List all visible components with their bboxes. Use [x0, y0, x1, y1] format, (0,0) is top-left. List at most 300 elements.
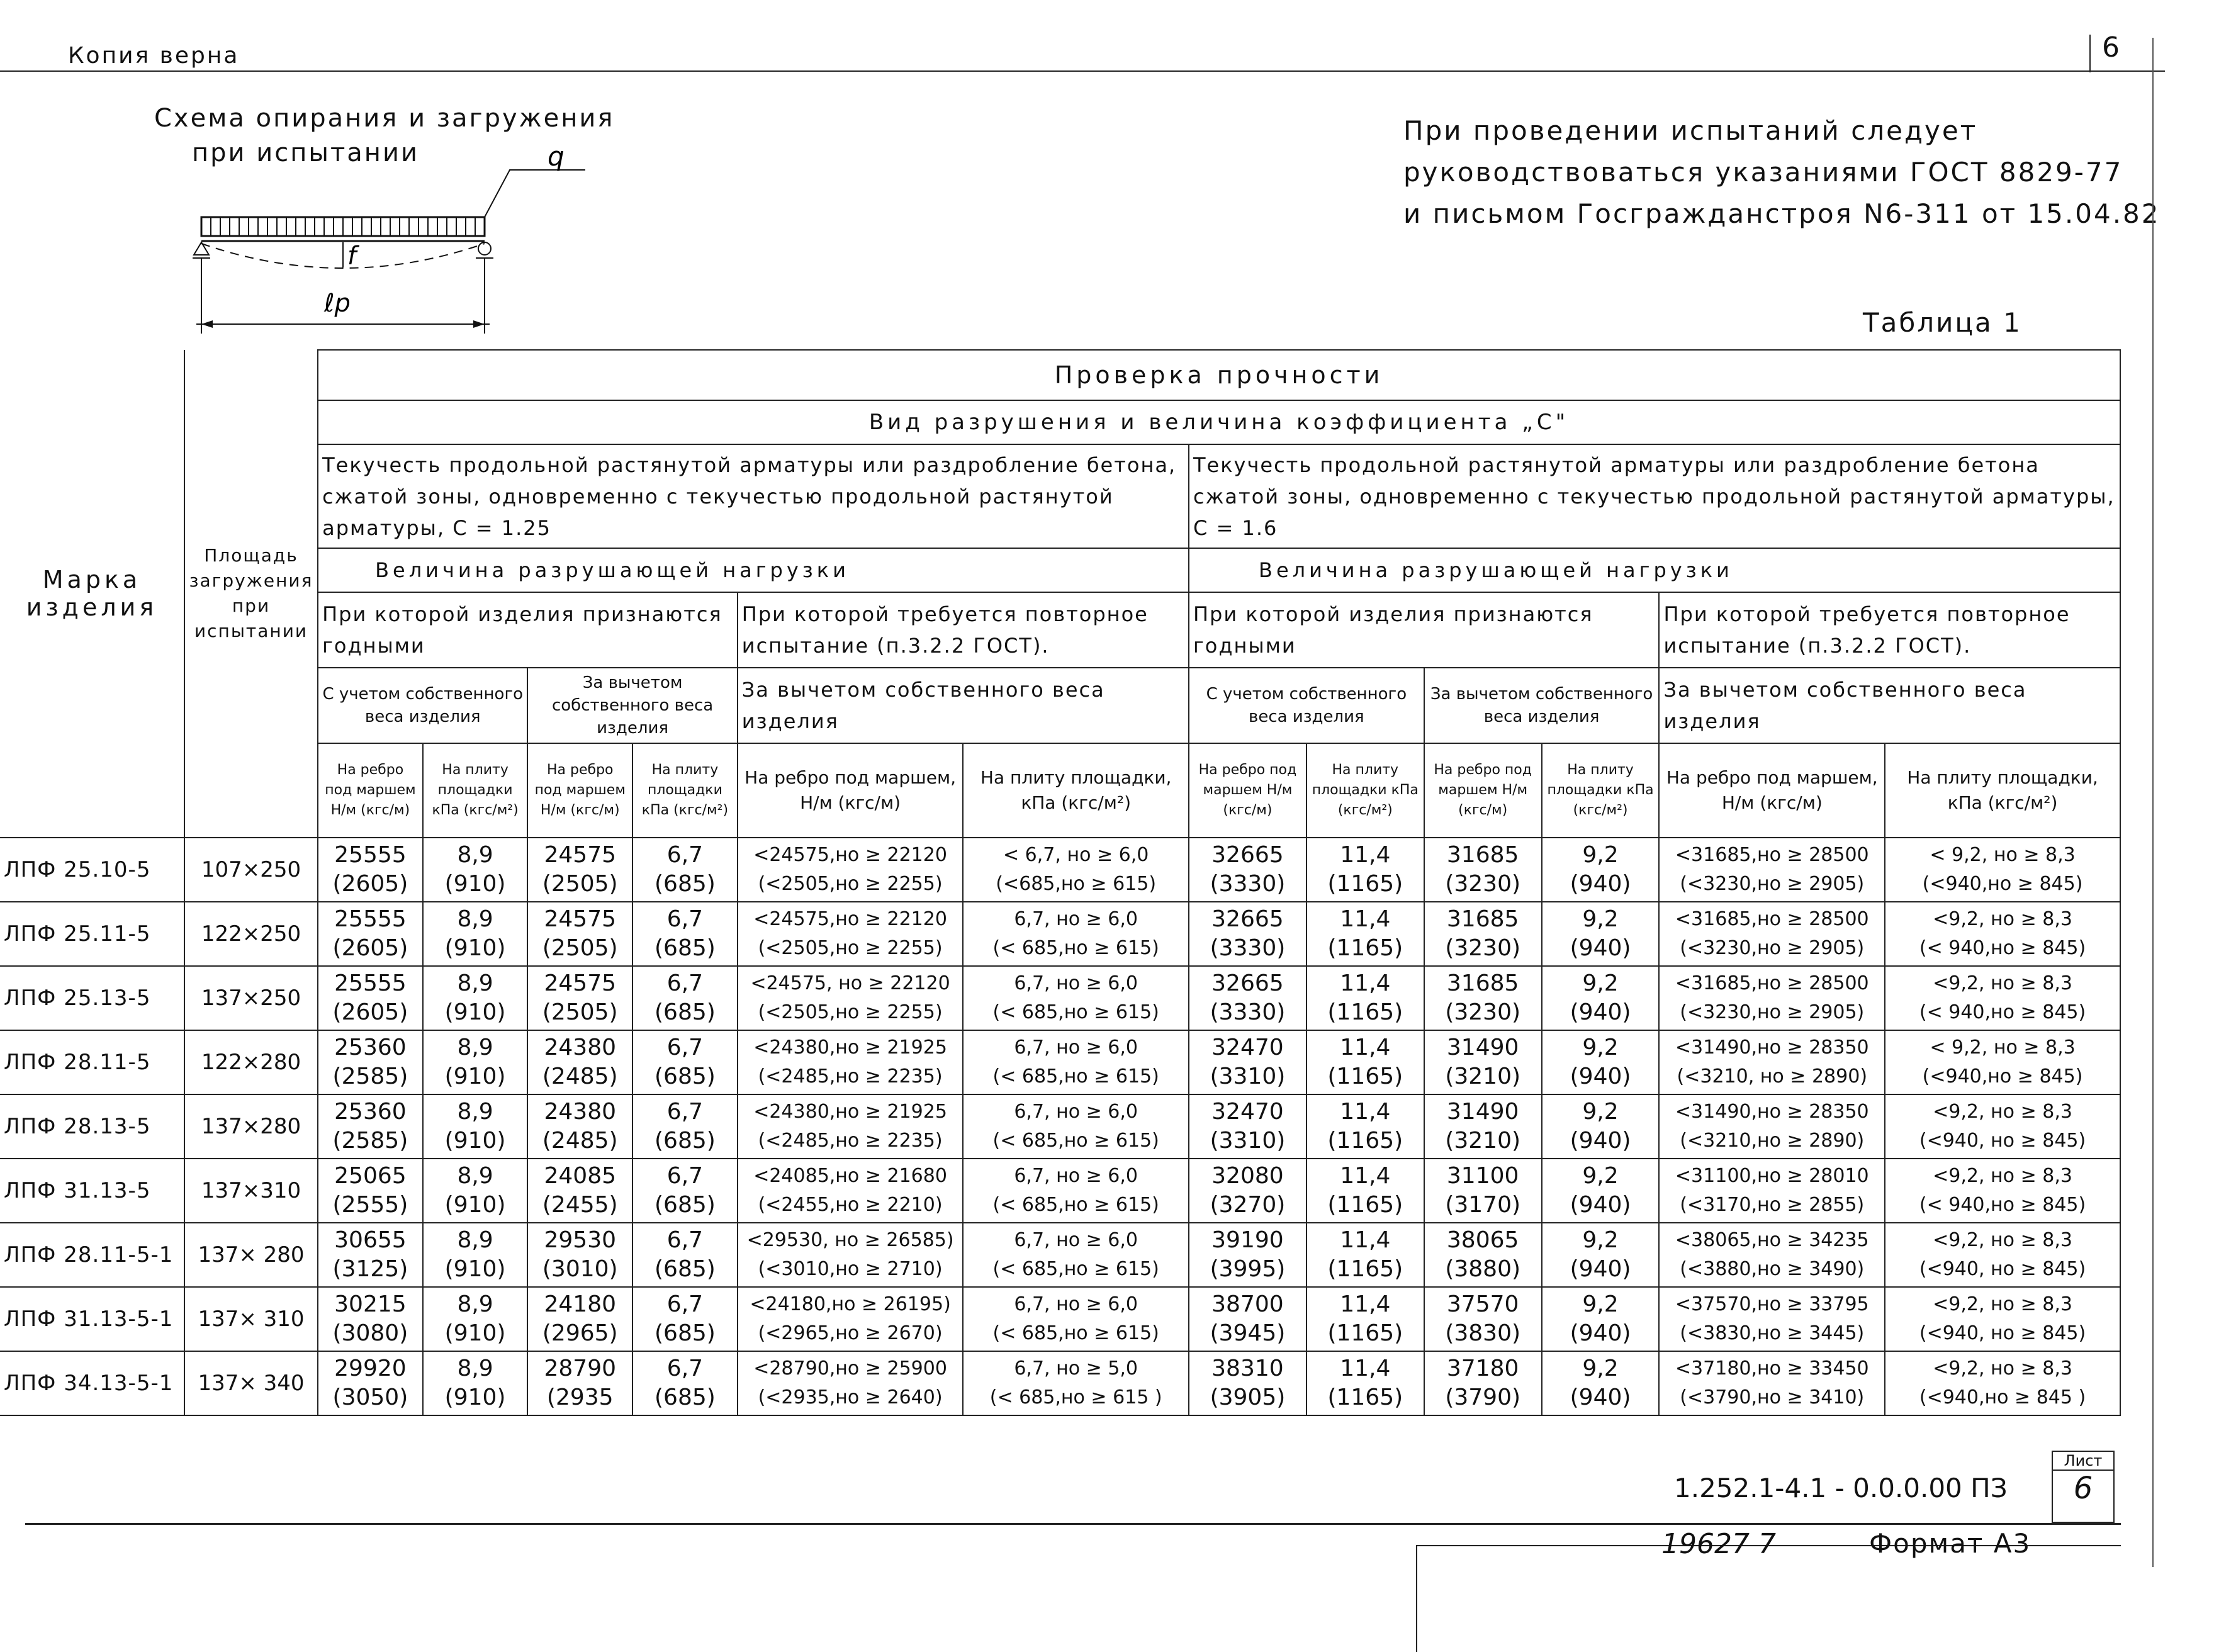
cell-value-kn: 6,7 — [666, 1227, 704, 1253]
cell-value-kn: 11,4 — [1340, 906, 1391, 932]
scheme-title-line2: при испытании — [192, 138, 419, 167]
cell-value-kn: 32470 — [1211, 1099, 1284, 1125]
cell-value-kn: <37570,но ≥ 33795 — [1675, 1293, 1869, 1315]
cell-value-kgf: (3010) — [542, 1256, 618, 1282]
page-number: 6 — [2102, 31, 2120, 64]
group1-retest-title: При которой требуется повторное испытание (п.3.2.2 ГОСТ). — [738, 592, 1189, 668]
cell-c3 — [527, 1030, 632, 1094]
cell-value-kgf: (940) — [1570, 935, 1631, 961]
cell-value-kn: <9,2, но ≥ 8,3 — [1933, 908, 2072, 930]
cell-value-kgf: (<3170,но ≥ 2855) — [1680, 1194, 1865, 1216]
cell-value-kn: 6,7, но ≥ 6,0 — [1014, 972, 1138, 994]
cell-mark: ЛПФ 31.13-5-1 — [0, 1287, 184, 1351]
cell-d4 — [1542, 902, 1660, 966]
cell-c1 — [318, 1351, 423, 1415]
scheme-title-line1: Схема опирания и загружения — [154, 104, 615, 133]
cell-c2 — [423, 1030, 528, 1094]
cell-value-kgf: (<3230,но ≥ 2905) — [1680, 937, 1865, 959]
cell-value-kgf: (2585) — [332, 1064, 408, 1089]
cell-d5 — [1659, 1223, 1885, 1287]
load-label-q: q — [548, 141, 565, 172]
cell-value-kgf: (< 940,но ≥ 845) — [1919, 1194, 2086, 1216]
cell-c1 — [318, 1159, 423, 1223]
cell-value-kgf: (940) — [1570, 1064, 1631, 1089]
cell-value-kgf: (<940, но ≥ 845) — [1919, 1130, 2086, 1152]
cell-area: 137×250 — [184, 966, 318, 1030]
cell-value-kn: 25360 — [334, 1035, 407, 1060]
cell-c5 — [738, 1287, 964, 1351]
cell-c1 — [318, 1223, 423, 1287]
cell-value-kgf: (3270) — [1210, 1192, 1286, 1218]
cell-d4 — [1542, 1159, 1660, 1223]
cell-d1 — [1189, 1094, 1306, 1159]
cell-value-kn: 25555 — [334, 906, 407, 932]
loading-scheme-diagram — [183, 141, 565, 343]
note-line3: и письмом Госгражданстроя N6-311 от 15.04.82 — [1403, 198, 2161, 229]
g1-fit-without-rib-header: На ребро под маршем Н/м (кгс/м) — [527, 743, 632, 838]
cell-value-kn: 31685 — [1446, 842, 1519, 868]
g1-retest-rib-header: На ребро под маршем, Н/м (кгс/м) — [738, 743, 964, 838]
cell-value-kn: 11,4 — [1340, 1291, 1391, 1317]
cell-value-kn: <31685,но ≥ 28500 — [1675, 844, 1869, 866]
cell-value-kn: 6,7 — [666, 970, 704, 996]
cell-c4 — [632, 1351, 738, 1415]
cell-c6 — [963, 902, 1189, 966]
cell-c4 — [632, 1030, 738, 1094]
cell-value-kgf: (1165) — [1327, 999, 1403, 1025]
group2-without-weight: За вычетом собственного веса изделия — [1424, 668, 1660, 743]
cell-value-kgf: (940) — [1570, 999, 1631, 1025]
cell-value-kn: 6,7 — [666, 1099, 704, 1125]
cell-area: 137× 280 — [184, 1223, 318, 1287]
note-line1: При проведении испытаний следует — [1403, 115, 1978, 146]
deflection-label-f: f — [347, 242, 357, 271]
cell-value-kn: 31490 — [1446, 1035, 1519, 1060]
cell-value-kgf: (3080) — [332, 1320, 408, 1346]
cell-value-kn: 8,9 — [457, 1356, 493, 1381]
cell-c2 — [423, 838, 528, 902]
group1-without-weight: За вычетом собственного веса изделия — [527, 668, 737, 743]
cell-value-kn: 24575 — [544, 906, 617, 932]
cell-value-kgf: (< 685,но ≥ 615 ) — [989, 1386, 1162, 1408]
cell-value-kgf: (2505) — [542, 999, 618, 1025]
cell-value-kgf: (<2505,но ≥ 2255) — [758, 937, 943, 959]
cell-mark: ЛПФ 25.13-5 — [0, 966, 184, 1030]
cell-value-kn: 31490 — [1446, 1099, 1519, 1125]
cell-value-kn: 11,4 — [1340, 1163, 1391, 1189]
cell-value-kgf: (<2485,но ≥ 2235) — [758, 1130, 943, 1152]
cell-value-kn: 6,7, но ≥ 6,0 — [1014, 1101, 1138, 1123]
cell-value-kn: 9,2 — [1582, 1163, 1619, 1189]
table-row — [0, 1351, 2120, 1415]
cell-d5 — [1659, 1030, 1885, 1094]
group2-fit-title: При которой изделия признаются годными — [1189, 592, 1660, 668]
cell-value-kn: 9,2 — [1582, 906, 1619, 932]
group1-title: Текучесть продольной растянутой арматуры или раздробление бетона, сжатой зоны, одновременно с текучестью продольной растянутой арматуры, С = 1.25 — [318, 444, 1189, 548]
header-failure-type: Вид разрушения и величина коэффициента „С" — [318, 400, 2120, 444]
cell-value-kgf: (1165) — [1327, 1128, 1403, 1154]
cell-value-kn: 11,4 — [1340, 970, 1391, 996]
cell-c4 — [632, 1094, 738, 1159]
cell-value-kgf: (<3230,но ≥ 2905) — [1680, 1001, 1865, 1023]
cell-value-kn: <9,2, но ≥ 8,3 — [1933, 1229, 2072, 1251]
cell-value-kgf: (910) — [444, 999, 506, 1025]
cell-value-kn: 8,9 — [457, 842, 493, 868]
cell-value-kgf: (3050) — [332, 1385, 408, 1410]
cell-value-kn: <37180,но ≥ 33450 — [1675, 1357, 1869, 1379]
cell-c3 — [527, 966, 632, 1030]
cell-value-kgf: (685) — [655, 1320, 716, 1346]
g2-fit-without-plate-header: На плиту площадки кПа (кгс/м²) — [1542, 743, 1660, 838]
cell-c6 — [963, 1287, 1189, 1351]
cell-value-kgf: (940) — [1570, 1320, 1631, 1346]
cell-value-kgf: (3790) — [1445, 1385, 1521, 1410]
cell-c4 — [632, 1287, 738, 1351]
cell-d5 — [1659, 1287, 1885, 1351]
group2-load-value: Величина разрушающей нагрузки — [1189, 548, 2120, 592]
g1-fit-with-rib-header: На ребро под маршем Н/м (кгс/м) — [318, 743, 423, 838]
cell-c2 — [423, 1159, 528, 1223]
cell-value-kn: 29920 — [334, 1356, 407, 1381]
cell-value-kn: 38700 — [1211, 1291, 1284, 1317]
cell-value-kn: 6,7, но ≥ 6,0 — [1014, 908, 1138, 930]
cell-value-kn: 38065 — [1446, 1227, 1519, 1253]
cell-value-kgf: (3830) — [1445, 1320, 1521, 1346]
cell-d6 — [1885, 1030, 2120, 1094]
g1-retest-plate-header: На плиту площадки, кПа (кгс/м²) — [963, 743, 1189, 838]
cell-d5 — [1659, 966, 1885, 1030]
cell-value-kgf: (< 940,но ≥ 845) — [1919, 1001, 2086, 1023]
cell-value-kn: 11,4 — [1340, 1227, 1391, 1253]
span-label-lp: ℓр — [324, 289, 351, 318]
cell-value-kn: 8,9 — [457, 1035, 493, 1060]
top-rule — [0, 70, 2165, 72]
cell-d2 — [1306, 966, 1424, 1030]
cell-d3 — [1424, 1094, 1542, 1159]
cell-value-kn: 30215 — [334, 1291, 407, 1317]
cell-value-kn: <24575,но ≥ 22120 — [753, 844, 947, 866]
cell-value-kgf: (< 685,но ≥ 615) — [992, 1194, 1159, 1216]
cell-c3 — [527, 1223, 632, 1287]
cell-value-kgf: (910) — [444, 1192, 506, 1218]
cell-value-kgf: (3330) — [1210, 935, 1286, 961]
cell-area: 122×250 — [184, 902, 318, 966]
cell-d5 — [1659, 1159, 1885, 1223]
cell-value-kn: <31685,но ≥ 28500 — [1675, 908, 1869, 930]
cell-d2 — [1306, 1030, 1424, 1094]
cell-c4 — [632, 1223, 738, 1287]
cell-value-kgf: (<2505,но ≥ 2255) — [758, 873, 943, 895]
cell-c3 — [527, 1287, 632, 1351]
cell-c3 — [527, 1351, 632, 1415]
cell-d4 — [1542, 1030, 1660, 1094]
cell-mark: ЛПФ 28.13-5 — [0, 1094, 184, 1159]
cell-value-kn: 9,2 — [1582, 1227, 1619, 1253]
cell-d2 — [1306, 1351, 1424, 1415]
cell-area: 137×310 — [184, 1159, 318, 1223]
cell-value-kn: 9,2 — [1582, 1291, 1619, 1317]
cell-value-kgf: (685) — [655, 871, 716, 897]
cell-value-kgf: (685) — [655, 1064, 716, 1089]
cell-value-kn: 8,9 — [457, 970, 493, 996]
cell-c5 — [738, 838, 964, 902]
cell-value-kgf: (< 685,но ≥ 615) — [992, 1258, 1159, 1280]
cell-c1 — [318, 1030, 423, 1094]
cell-value-kn: 6,7, но ≥ 6,0 — [1014, 1165, 1138, 1187]
cell-value-kn: 6,7, но ≥ 5,0 — [1014, 1357, 1138, 1379]
table-row — [0, 1223, 2120, 1287]
cell-value-kn: 11,4 — [1340, 842, 1391, 868]
table-row — [0, 966, 2120, 1030]
cell-value-kn: 9,2 — [1582, 1099, 1619, 1125]
cell-value-kgf: (685) — [655, 1128, 716, 1154]
cell-value-kgf: (<3790,но ≥ 3410) — [1680, 1386, 1865, 1408]
right-border — [2152, 38, 2154, 1567]
group2-retest-without-weight: За вычетом собственного веса изделия — [1659, 668, 2120, 743]
cell-value-kn: 8,9 — [457, 906, 493, 932]
cell-c6 — [963, 1094, 1189, 1159]
cell-value-kn: 32080 — [1211, 1163, 1284, 1189]
cell-value-kn: <31685,но ≥ 28500 — [1675, 972, 1869, 994]
cell-value-kn: 25555 — [334, 842, 407, 868]
cell-value-kn: 8,9 — [457, 1099, 493, 1125]
cell-value-kgf: (< 685,но ≥ 615) — [992, 1065, 1159, 1087]
cell-value-kn: < 9,2, но ≥ 8,3 — [1930, 1037, 2076, 1059]
cell-c4 — [632, 966, 738, 1030]
cell-value-kn: 6,7, но ≥ 6,0 — [1014, 1037, 1138, 1059]
cell-d1 — [1189, 1030, 1306, 1094]
cell-value-kn: 6,7 — [666, 1356, 704, 1381]
cell-c3 — [527, 902, 632, 966]
cell-d6 — [1885, 1094, 2120, 1159]
cell-value-kn: <29530, но ≥ 26585) — [746, 1229, 954, 1251]
cell-value-kgf: (<940,но ≥ 845) — [1922, 873, 2083, 895]
format-label: Формат А3 — [1869, 1528, 2031, 1559]
bottom-rule — [25, 1523, 2121, 1525]
inventory-number: 19627 7 — [1661, 1528, 1776, 1560]
cell-value-kgf: (940) — [1570, 871, 1631, 897]
cell-value-kn: 31685 — [1446, 970, 1519, 996]
cell-c2 — [423, 1094, 528, 1159]
cell-c5 — [738, 1094, 964, 1159]
group2-retest-title: При которой требуется повторное испытание (п.3.2.2 ГОСТ). — [1659, 592, 2120, 668]
cell-value-kn: 30655 — [334, 1227, 407, 1253]
cell-area: 137×280 — [184, 1094, 318, 1159]
cell-value-kn: <31490,но ≥ 28350 — [1675, 1037, 1869, 1059]
cell-value-kn: 11,4 — [1340, 1035, 1391, 1060]
cell-area: 137× 310 — [184, 1287, 318, 1351]
col-header-mark: Марка изделия — [0, 350, 184, 838]
cell-c4 — [632, 1159, 738, 1223]
cell-value-kn: <9,2, но ≥ 8,3 — [1933, 1101, 2072, 1123]
cell-area: 107×250 — [184, 838, 318, 902]
cell-value-kgf: (<2935,но ≥ 2640) — [758, 1386, 943, 1408]
cell-value-kn: 24380 — [544, 1099, 617, 1125]
table-row — [0, 1094, 2120, 1159]
cell-value-kgf: (<2965,но ≥ 2670) — [758, 1322, 943, 1344]
strength-test-table — [0, 349, 2121, 1416]
cell-c1 — [318, 838, 423, 902]
cell-value-kgf: (910) — [444, 1064, 506, 1089]
cell-c6 — [963, 966, 1189, 1030]
cell-value-kn: 6,7, но ≥ 6,0 — [1014, 1229, 1138, 1251]
cell-c6 — [963, 1351, 1189, 1415]
cell-value-kgf: (1165) — [1327, 935, 1403, 961]
cell-value-kgf: (< 685,но ≥ 615) — [992, 1322, 1159, 1344]
col-header-area: Площадь загружения при испытании — [184, 350, 318, 838]
cell-d6 — [1885, 838, 2120, 902]
cell-value-kn: <31100,но ≥ 28010 — [1675, 1165, 1869, 1187]
cell-value-kgf: (3880) — [1445, 1256, 1521, 1282]
cell-value-kgf: (910) — [444, 1128, 506, 1154]
cell-value-kgf: (1165) — [1327, 871, 1403, 897]
cell-value-kn: 31685 — [1446, 906, 1519, 932]
cell-value-kgf: (3310) — [1210, 1128, 1286, 1154]
load-leader-line — [485, 170, 585, 217]
cell-c1 — [318, 1094, 423, 1159]
cell-value-kn: 28790 — [544, 1356, 617, 1381]
cell-value-kgf: (<2505,но ≥ 2255) — [758, 1001, 943, 1023]
cell-value-kn: <24085,но ≥ 21680 — [753, 1165, 947, 1187]
cell-value-kn: 9,2 — [1582, 970, 1619, 996]
cell-d5 — [1659, 1094, 1885, 1159]
cell-d3 — [1424, 966, 1542, 1030]
cell-c5 — [738, 1159, 964, 1223]
note-line2: руководствоваться указаниями ГОСТ 8829-77 — [1403, 157, 2123, 188]
cell-d1 — [1189, 902, 1306, 966]
cell-value-kgf: (<2455,но ≥ 2210) — [758, 1194, 943, 1216]
cell-c1 — [318, 902, 423, 966]
cell-value-kgf: (<3210, но ≥ 2890) — [1677, 1065, 1868, 1087]
cell-mark: ЛПФ 28.11-5 — [0, 1030, 184, 1094]
cell-value-kgf: (<3210,но ≥ 2890) — [1680, 1130, 1865, 1152]
cell-value-kn: 6,7, но ≥ 6,0 — [1014, 1293, 1138, 1315]
cell-value-kgf: (3995) — [1210, 1256, 1286, 1282]
cell-value-kn: <24180,но ≥ 26195) — [750, 1293, 951, 1315]
cell-value-kgf: (< 940,но ≥ 845) — [1919, 937, 2086, 959]
cell-c2 — [423, 966, 528, 1030]
table-row — [0, 902, 2120, 966]
cell-value-kgf: (2965) — [542, 1320, 618, 1346]
cell-c5 — [738, 966, 964, 1030]
cell-d1 — [1189, 1159, 1306, 1223]
cell-d1 — [1189, 1223, 1306, 1287]
cell-value-kgf: (1165) — [1327, 1320, 1403, 1346]
cell-value-kn: 8,9 — [457, 1163, 493, 1189]
group1-load-value: Величина разрушающей нагрузки — [318, 548, 1189, 592]
cell-d3 — [1424, 1351, 1542, 1415]
page-number-divider — [2089, 35, 2091, 72]
cell-value-kgf: (<940, но ≥ 845) — [1919, 1258, 2086, 1280]
cell-value-kgf: (<685,но ≥ 615) — [996, 873, 1157, 895]
cell-value-kn: 9,2 — [1582, 1356, 1619, 1381]
cell-value-kgf: (2585) — [332, 1128, 408, 1154]
cell-value-kn: < 6,7, но ≥ 6,0 — [1003, 844, 1149, 866]
g2-retest-rib-header: На ребро под маршем, Н/м (кгс/м) — [1659, 743, 1885, 838]
cell-value-kgf: (910) — [444, 1320, 506, 1346]
cell-area: 122×280 — [184, 1030, 318, 1094]
cell-mark: ЛПФ 34.13-5-1 — [0, 1351, 184, 1415]
cell-value-kgf: (685) — [655, 1256, 716, 1282]
cell-value-kgf: (3330) — [1210, 999, 1286, 1025]
cell-value-kgf: (< 685,но ≥ 615) — [992, 1130, 1159, 1152]
cell-d1 — [1189, 838, 1306, 902]
cell-value-kn: <9,2, но ≥ 8,3 — [1933, 1293, 2072, 1315]
cell-d6 — [1885, 1351, 2120, 1415]
cell-d3 — [1424, 1223, 1542, 1287]
cell-value-kgf: (685) — [655, 1385, 716, 1410]
cell-value-kn: 9,2 — [1582, 842, 1619, 868]
testing-note — [1403, 110, 2161, 235]
cell-value-kgf: (3230) — [1445, 935, 1521, 961]
cell-value-kn: 37570 — [1446, 1291, 1519, 1317]
cell-value-kgf: (3230) — [1445, 871, 1521, 897]
cell-value-kgf: (910) — [444, 871, 506, 897]
cell-value-kgf: (2555) — [332, 1192, 408, 1218]
cell-d4 — [1542, 1351, 1660, 1415]
cell-value-kn: <24380,но ≥ 21925 — [753, 1037, 947, 1059]
cell-value-kgf: (2605) — [332, 935, 408, 961]
cell-value-kn: 32470 — [1211, 1035, 1284, 1060]
cell-value-kn: 8,9 — [457, 1291, 493, 1317]
cell-value-kgf: (940) — [1570, 1128, 1631, 1154]
cell-value-kgf: (<3880,но ≥ 3490) — [1680, 1258, 1865, 1280]
cell-c1 — [318, 1287, 423, 1351]
cell-value-kn: 37180 — [1446, 1356, 1519, 1381]
cell-d3 — [1424, 1287, 1542, 1351]
cell-value-kgf: (<3230,но ≥ 2905) — [1680, 873, 1865, 895]
cell-value-kgf: (1165) — [1327, 1064, 1403, 1089]
cell-value-kgf: (2485) — [542, 1064, 618, 1089]
table-row — [0, 1159, 2120, 1223]
cell-d6 — [1885, 1159, 2120, 1223]
cell-value-kn: 11,4 — [1340, 1099, 1391, 1125]
cell-value-kn: 6,7 — [666, 1163, 704, 1189]
cell-value-kgf: (1165) — [1327, 1192, 1403, 1218]
g2-retest-plate-header: На плиту площадки, кПа (кгс/м²) — [1885, 743, 2120, 838]
cell-value-kgf: (685) — [655, 1192, 716, 1218]
cell-d3 — [1424, 1159, 1542, 1223]
cell-value-kgf: (3125) — [332, 1256, 408, 1282]
cell-value-kn: 24085 — [544, 1163, 617, 1189]
group1-with-weight: С учетом собственного веса изделия — [318, 668, 527, 743]
cell-d2 — [1306, 1094, 1424, 1159]
cell-value-kgf: (3330) — [1210, 871, 1286, 897]
cell-c2 — [423, 902, 528, 966]
cell-value-kgf: (2935 — [546, 1385, 614, 1410]
cell-value-kn: <28790,но ≥ 25900 — [753, 1357, 947, 1379]
cell-value-kn: 6,7 — [666, 1291, 704, 1317]
cell-d6 — [1885, 1223, 2120, 1287]
cell-c2 — [423, 1223, 528, 1287]
cell-c5 — [738, 1030, 964, 1094]
group1-retest-without-weight: За вычетом собственного веса изделия — [738, 668, 1189, 743]
cell-d2 — [1306, 1223, 1424, 1287]
cell-value-kgf: (<940, но ≥ 845) — [1919, 1322, 2086, 1344]
cell-value-kgf: (3905) — [1210, 1385, 1286, 1410]
cell-value-kn: 39190 — [1211, 1227, 1284, 1253]
cell-value-kgf: (3210) — [1445, 1128, 1521, 1154]
cell-value-kgf: (1165) — [1327, 1385, 1403, 1410]
cell-value-kgf: (2605) — [332, 871, 408, 897]
cell-value-kn: 24380 — [544, 1035, 617, 1060]
cell-value-kn: 8,9 — [457, 1227, 493, 1253]
cell-c4 — [632, 838, 738, 902]
document-code: 1.252.1-4.1 - 0.0.0.00 ПЗ — [1674, 1473, 2008, 1503]
cell-d3 — [1424, 838, 1542, 902]
cell-value-kn: <9,2, но ≥ 8,3 — [1933, 972, 2072, 994]
cell-value-kn: <24380,но ≥ 21925 — [753, 1101, 947, 1123]
